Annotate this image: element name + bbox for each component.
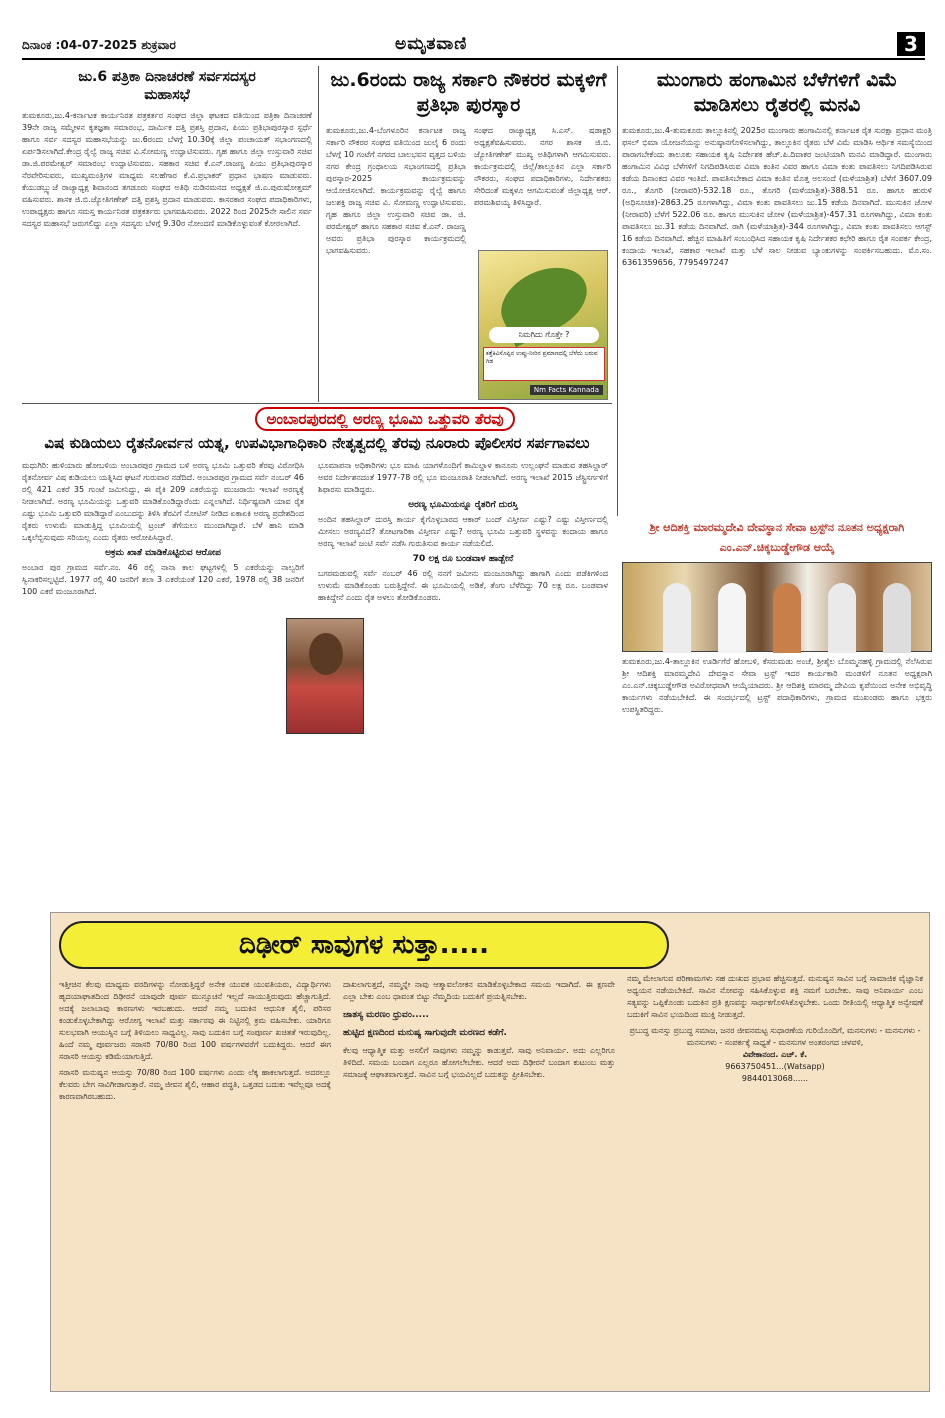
issue-date: ದಿನಾಂಕ :04-07-2025 ಶುಕ್ರವಾರ <box>22 38 176 52</box>
feature-para: ದಾಖಲಾಗುತ್ತದೆ, ನಮ್ಮನ್ನೇ ನಾವು ಆತ್ಮಾವಲೋಕನ ಮಾಡಿಕೊಳ್ಳಬೇಕಾದ ಸಮಯ ಇದಾಗಿದೆ. ಈ ಕ್ಷಣವೇ ಎಲ್ಲಾ ಬೇಕು ಎಂಬ ಧಾವಂತ ಬಿಟ್ಟು ನೆಮ್ಮದಿಯ ಬದುಕಿಗೆ ಪ್ರಯತ್ನಿಸಬೇಕು. <box>343 980 615 1001</box>
ad-brand: Nm Facts Kannada <box>530 385 603 395</box>
feature-para: ಸರಾಸರಿ ಮನುಷ್ಯನ ಆಯಸ್ಸು 70/80 ರಿಂದ 100 ವರ್ಷಗಳು ಎಂದು ಲೆಕ್ಕ ಹಾಕಲಾಗುತ್ತದೆ. ಅದರಲ್ಲೂ ಕೆಲವರು ಬೇಗ ಸಾವಿಗೀಡಾಗುತ್ತಾರೆ. ನಮ್ಮ ಜೀವನ ಶೈಲಿ, ಆಹಾರ ಪದ್ಧತಿ, ಒತ್ತಡದ ಬದುಕು ಇವೆಲ್ಲವೂ ಅದಕ್ಕೆ ಕಾರಣವಾಗಿರಬಹುದು. <box>59 1068 331 1101</box>
feature-para: ಇತ್ತೀಚಿನ ಕೆಲವು ಮಾಧ್ಯಮ ವರದಿಗಳನ್ನು ನೋಡುತ್ತಿದ್ದರೆ ಅನೇಕ ಯುವಕ ಯುವತಿಯರು, ವಿದ್ಯಾರ್ಥಿಗಳು ಹೃದಯಾಘಾತದಿಂದ ದಿಢೀರನೆ ಯಾವುದೇ ಪೂರ್ವ ಮುನ್ಸೂಚನೆ ಇಲ್ಲದೆ ಸಾಯುತ್ತಿರುವುದು ಹೆಚ್ಚಾಗುತ್ತಿದೆ. ಅದಕ್ಕೆ ಜಲಾಬಾವು ಕಾರಣಗಳು ಇರಬಹುದು. ಆದರೆ ನಮ್ಮ ಬದುಕಿನ ಆಧುನಿಕ ಶೈಲಿ, ಪರಿಸರ ಕಂಡುಕೊಳ್ಳಬೇಕಾಗಿದ್ದು ಆರೋಗ್ಯ ಇಲಾಖೆ ಮತ್ತು ಸರ್ಕಾರವು ಈ ನಿಟ್ಟಿನಲ್ಲಿ ಕ್ರಮ ವಹಿಸಬೇಕು. ಯಾರಿಗೂ ಸುಲಭವಾಗಿ ಆಯುಸ್ಸಿನ ಬಗ್ಗೆ ತಿಳಿಯಲು ಸಾಧ್ಯವಿಲ್ಲ. ಸಾವು ಬದುಕಿನ ಬಗ್ಗೆ ಸಂಪೂರ್ಣ ಖಚಿತತೆ ಇರುವುದಿಲ್ಲ. ಹಿಂದೆ ನಮ್ಮ ಪೂರ್ವಜರು ಸರಾಸರಿ 70/80 ರಿಂದ 100 ವರ್ಷಗಳವರೆಗೆ ಬದುಕಿದ್ದರು. ಆದರೆ ಈಗ ಸರಾಸರಿ ಆಯಸ್ಸು ಕಡಿಮೆಯಾಗುತ್ತಿದೆ. <box>59 980 331 1061</box>
feature-col1 <box>59 979 331 1384</box>
author-name: ವಿವೇಕಾನಂದ. ಎಚ್. ಕೆ. <box>742 1050 808 1059</box>
page-number: 3 <box>897 32 925 56</box>
subhead-illegal-khata: ಅಕ್ರಮ ಖಾತೆ ಮಾಡಿಕೊಟ್ಟಿರುವ ಆರೋಪ <box>105 547 221 558</box>
column-divider <box>318 66 319 402</box>
article-body-left: ತುಮಕೂರು,ಜು.4-ಬೆಂಗಳೂರಿನ ಕರ್ನಾಟಕ ರಾಜ್ಯ ಸರ್ಕಾರಿ ನೌಕರರ ಸಂಘದ ವತಿಯಿಂದ ಜುಲೈ 6 ರಂದು ಬೆಳಗ್ಗೆ 10 ಗಂಟೆಗೆ ನಗರದ ಬಾಲಭವನ ವೃತ್ತದ ಬಳಿಯ ನಗರ ಕೇಂದ್ರ ಗ್ರಂಥಾಲಯ ಸಭಾಂಗಣದಲ್ಲಿ ಪ್ರತಿಭಾ ಪುರಸ್ಕಾರ-2025 ಕಾರ್ಯಕ್ರಮವನ್ನು ಆಯೋಜಿಸಲಾಗಿದೆ. ಕಾರ್ಯಕ್ರಮವನ್ನು ರೈಲ್ವೆ ಹಾಗೂ ಜಲಶಕ್ತಿ ರಾಜ್ಯ ಸಚಿವ ವಿ. ಸೋಮಣ್ಣ ಉದ್ಘಾಟಿಸುವರು. ಗೃಹ ಹಾಗೂ ಜಿಲ್ಲಾ ಉಸ್ತುವಾರಿ ಸಚಿವ ಡಾ. ಜಿ. ಪರಮೇಶ್ವರ್ ಹಾಗೂ ಸಹಕಾರ ಸಚಿವ ಕೆ.ಎನ್. ರಾಜಣ್ಣ ಅವರು ಪ್ರತಿಭಾ ಪುರಸ್ಕಾರ ಕಾರ್ಯಕ್ರಮದಲ್ಲಿ ಭಾಗವಹಿಸುವರು. <box>326 126 466 256</box>
section-rule <box>22 403 612 404</box>
subhead-land-repair: ಅರಣ್ಯ ಭೂಮಿಯನ್ನೂ ರೈತರಿಗೆ ದುರಸ್ತಿ <box>408 499 518 510</box>
feature-para: ಕೆಲವು ಆಧ್ಯಾತ್ಮಿಕ ಮತ್ತು ಅಸಲಿಗೆ ಸಾವುಗಳು ನಮ್ಮನ್ನು ಕಾಡುತ್ತವೆ. ಸಾವು ಅನಿವಾರ್ಯ. ಅದು ಎಲ್ಲರಿಗೂ ತಿಳಿದಿದೆ. ಸಮಯ ಬಂದಾಗ ಎಲ್ಲರೂ ಹೋಗಲೇಬೇಕು. ಆದರೆ ಅದು ದಿಢೀರನೆ ಬಂದಾಗ ಕುಟುಂಬ ಮತ್ತು ಸಮಾಜಕ್ಕೆ ಆಘಾತವಾಗುತ್ತದೆ. ಸಾವಿನ ಬಗ್ಗೆ ಭಯವಿಲ್ಲದೆ ಬದುಕನ್ನು ಪ್ರೀತಿಸಬೇಕು. <box>343 1046 615 1079</box>
article-headline: ಜು.6 ಪತ್ರಿಕಾ ದಿನಾಚರಣೆ ಸರ್ವಸದಸ್ಯರ ಮಹಾಸಭೆ <box>78 69 256 104</box>
farmer-photo <box>286 618 364 734</box>
masthead <box>0 0 945 58</box>
article-press-day <box>22 66 312 402</box>
article-col1b: ಅಂಬಾರ ಪುರ ಗ್ರಾಮದ ಸರ್ವೆ.ನಂ. 46 ರಲ್ಲಿ ನಾನಾ ಕಾಲ ಘಟ್ಟಗಳಲ್ಲಿ 5 ಎಕರೆಯನ್ನು ನಾಲ್ವರಿಗೆ ಸ್ವಿನಾಕರಿಸಲ್ಪಟ್ಟಿದೆ. 1977 ರಲ್ಲಿ 40 ಜನರಿಗೆ ತಲಾ 3 ಎಕರೆಯಂತೆ 120 ಎಕರೆ, 1978 ರಲ್ಲಿ 38 ಜನರಿಗೆ 100 ಎಕರೆ ಮಂಜೂರಾಗಿದೆ. <box>22 562 304 596</box>
feature-title: ದಿಢೀರ್ ಸಾವುಗಳ ಸುತ್ತಾ..... <box>59 921 669 969</box>
sudden-deaths-feature <box>50 912 930 1392</box>
article-col2b: ಅಂದಿನ ತಹಸಿಲ್ದಾರ್ ದುರಸ್ತಿ ಕಾರ್ಯ ಕೈಗೊಳ್ಳಬಾರದ ಆಕಾರ್ ಬಂದ್ ವಿಸ್ತೀರ್ಣ ಎಷ್ಟು? ಎಷ್ಟು ವಿಸ್ತೀರ್ಣದಲ್ಲಿ ಮೀಸಲು ಅರಣ್ಯವಿದೆ? ತೋಟಗಾರಿಕಾ ವಿಸ್ತೀರ್ಣ ಎಷ್ಟು? ಅರಣ್ಯ ಭೂಮಿ ಒತ್ತುವರಿ ಸ್ಥಳವನ್ನು ಕಂದಾಯ ಹಾಗೂ ಅರಣ್ಯ ಇಲಾಖೆ ಜಂಟಿ ಸರ್ವೆ ನಡೆಸಿ ಗುರುತಿಸುವ ಕಾರ್ಯ ನಡೆಯಲಿದೆ. <box>318 514 608 548</box>
sign-intro: ಪ್ರಬುದ್ಧ ಮನಸ್ಸು ಪ್ರಬುದ್ಧ ಸಮಾಜ, ಜನರ ಜೀವನಮಟ್ಟ ಸುಧಾರಣೆಯ ಗುರಿಯೊಂದಿಗೆ, ಮನಸುಗಳು - ಮನಸುಗಳು - ಮನಸುಗಳು - ಸಂಪರ್ಕಕ್ಕೆ ಸಾಧ್ಯತೆ - ಮನಸುಗಳ ಅಂತರಂಗದ ಚಳವಳಿ, <box>629 1026 921 1047</box>
article-headline: ಮುಂಗಾರು ಹಂಗಾಮಿನ ಬೆಳೆಗಳಿಗೆ ವಿಮೆ ಮಾಡಿಸಲು ರೈತರಲ್ಲಿ ಮನವಿ <box>656 69 898 116</box>
article-trust <box>622 656 932 906</box>
column-divider <box>617 66 618 516</box>
ad-fact: ಕತ್ತೆಕಿವಿಸೊಪ್ಪಿನ ಉಪ್ಪು-ನೀರಿನ ಪ್ರಮಾಣದಲ್ಲಿ ಬೆಳೆದು ಬರುವ ಗಿಡ <box>483 347 605 381</box>
feature-col3 <box>627 973 923 1384</box>
feature-subhead: ಹುಟ್ಟಿದ ಕ್ಷಣದಿಂದ ಮನುಷ್ಯ ಸಾಗುವುದೇ ಮರಣದ ಕಡೆಗೆ. <box>343 1028 507 1038</box>
article-headline: ಜು.6ರಂದು ರಾಜ್ಯ ಸರ್ಕಾರಿ ನೌಕರರ ಮಕ್ಕಳಿಗೆ ಪ್ರತಿಭಾ ಪುರಸ್ಕಾರ <box>330 69 607 116</box>
author-phone: 9844013068...... <box>741 1074 809 1083</box>
feature-subhead: ಜಾತಸ್ಯ ಮರಣಂ ಧ್ರುವಂ..... <box>343 1010 429 1020</box>
author-phone: 9663750451...(Watsapp) <box>725 1062 825 1071</box>
subhead-investment: 70 ಲಕ್ಷ ರೂ ಬಂಡವಾಳ ಹಾಡ್ಬೇನೆ <box>412 553 514 564</box>
article-body-right: ಸಂಘದ ರಾಜ್ಯಾಧ್ಯಕ್ಷ ಸಿ.ಎಸ್. ಷಡಾಕ್ಷರಿ ಅಧ್ಯಕ್ಷತೆವಹಿಸುವರು. ನಗರ ಶಾಸಕ ಜಿ.ಬಿ. ಜ್ಯೋತಿಗಣೇಶ್ ಮುಖ್ಯ ಅತಿಥಿಗಳಾಗಿ ಆಗಮಿಸುವರು. ಕಾರ್ಯಕ್ರಮದಲ್ಲಿ ಜಿಲ್ಲೆ/ತಾಲ್ಲೂಕಿನ ಎಲ್ಲಾ ಸರ್ಕಾರಿ ನೌಕರರು, ಸಂಘದ ಪದಾಧಿಕಾರಿಗಳು, ನಿರ್ದೇಶಕರು ಸೇರಿದಂತೆ ಮಕ್ಕಳೂ ಆಗಮಿಸುವಂತೆ ಜಿಲ್ಲಾಧ್ಯಕ್ಷ ಆರ್. ಪರಮಶಿವಯ್ಯ ತಿಳಿಸಿದ್ದಾರೆ. <box>474 126 611 208</box>
trust-event-photo <box>622 562 932 652</box>
article-col1: ಮಧುಗಿರಿ: ಹುಳಿಯಾರು ಹೋಬಳಿಯ ಅಂಬಾರಪುರ ಗ್ರಾಮದ ಬಳಿ ಅರಣ್ಯ ಭೂಮಿ ಒತ್ತುವರಿ ತೆರವು ವಿರೋಧಿಸಿ ರೈತನೋರ್ವ ವಿಷ ಕುಡಿಯಲು ಯತ್ನಿಸಿದ ಘಟನೆ ಗುರುವಾರ ನಡೆದಿದೆ. ಅಂಬಾರಪುರ ಗ್ರಾಮದ ಸರ್ವೆ ನಂಬರ್ 46 ರಲ್ಲಿ 421 ಎಕರೆ 35 ಗುಂಟೆ ಜಮೀನಿದ್ದು, ಈ ಪೈಕಿ 209 ಎಕರೆಯನ್ನು ಮುಜರಾಯಿ ಇಲಾಖೆ ಅರಣ್ಯಕ್ಕೆ ನೀಡಲಾಗಿದೆ. ಅರಣ್ಯ ಭೂಮಿಯನ್ನು ಒತ್ತುವರಿ ಮಾಡಿಕೊಂಡಿದ್ದಾರೆಂದು ಎನ್ನಲಾಗಿದೆ. ನಿರ್ಧಿಷ್ಟವಾಗಿ ಯಾವ ರೈತ ಎಷ್ಟು ಭೂಮಿ ಒತ್ತುವರಿ ಮಾಡಿದ್ದಾರೆ ಎಂಬುದನ್ನು ತಿಳಿಸಿ ತೆರವಿಗೆ ನೋಟಿಸ್ ನೀಡಿದ ಏಕಾಏಕಿ ಅರಣ್ಯ ಪ್ರದೇಶದಿಂದ ರೈತರು ಉಳುಮೆ ಮಾಡುತ್ತಿದ್ದ ಭೂಮಿಯಲ್ಲಿ ಟ್ರಂಚ್ ತೆಗೆಯಲು ಮುಂದಾಗಿದ್ದಾರೆ. ಬೆಳೆ ಹಾನಿ ಮಾಡಿ ಒಕ್ಕಲೆಬ್ಬಿಸುವುದು ಸರಿಯಲ್ಲ ಎಂದು ರೈತರು ಆರೋಪಿಸಿದ್ದಾರೆ. <box>22 460 304 542</box>
article-body: ತುಮಕೂರು,ಜು.4-ತುಮಕೂರು ತಾಲ್ಲೂಕಿನಲ್ಲಿ 2025ರ ಮುಂಗಾರು ಹಂಗಾಮಿನಲ್ಲಿ ಕರ್ನಾಟಕ ರೈತ ಸುರಕ್ಷಾ ಪ್ರಧಾನ ಮಂತ್ರಿ ಫಸಲ್ ಭಿಮಾ ಯೋಜನೆಯನ್ನು ಅನುಷ್ಠಾನಗೊಳಿಸಲಾಗಿದ್ದು, ತಾಲ್ಲೂಕಿನ ರೈತರು ಬೆಳೆ ವಿಮೆ ಮಾಡಿಸಿ ಆರ್ಥಿಕ ಸಮಸ್ಯೆಯಿಂದ ಪಾರಾಗಬೇಕೆಂದು ತಾಲೂಕು ಸಹಾಯಕ ಕೃಷಿ ನಿರ್ದೇಶಕ ಹೆಚ್.ಪಿ.ದಿವಾಕರ ಜಂಟಿಯಾಗಿ ಮನವಿ ಮಾಡಿದ್ದಾರೆ. ಮುಂಗಾರು ಹಂಗಾಮಿನ ವಿವಿಧ ಬೆಳೆಗಳಿಗೆ ನಿಗದಿಪಡಿಸಿರುವ ವಿಮಾ ಕಂತಿನ ವಿವರ ಹಾಗೂ ವಿಮಾ ಕಂತು ಪಾವತಿಸಲು ನಿಗದಿಪಡಿಸಿರುವ ಕಡೆಯ ದಿನಾಂಕದ ವಿವರ ಇಂತಿದೆ. ಪಾವತಿಸಬೇಕಾದ ವಿಮಾ ಕಂತಿನ ಮೊತ್ತ ಅಲಸಂದೆ (ಮಳೆಯಾಶ್ರಿತ) ಬೆಳೆಗೆ 3607.09 ರೂ., ತೊಗರಿ (ನೀರಾವರಿ)-532.18 ರೂ., ತೊಗರಿ (ಮಳೆಯಾಶ್ರಿತ)-388.51 ರೂ. ಹಾಗೂ ಹುರುಳಿ (ಅಧಿಸೂಚಿತ)-2863.25 ರೂಗಳಾಗಿದ್ದು, ವಿಮಾ ಕಂತು ಪಾವತಿಸಲು ಜು.15 ಕಡೆಯ ದಿನವಾಗಿದೆ. ಮುಸುಕಿನ ಜೋಳ (ನೀರಾವರಿ) ಬೆಳೆಗೆ 522.06 ರೂ. ಹಾಗೂ ಮುಸುಕಿನ ಜೋಳ (ಮಳೆಯಾಶ್ರಿತ)-457.31 ರೂಗಳಾಗಿದ್ದು, ವಿಮಾ ಕಂತು ಪಾವತಿಸಲು ಜು.31 ಕಡೆಯ ದಿನವಾಗಿದೆ. ರಾಗಿ (ಮಳೆಯಾಶ್ರಿತ)-344 ರೂಗಳಾಗಿದ್ದು, ವಿಮಾ ಕಂತು ಪಾವತಿಸಲು ಆಗಸ್ಟ್ 16 ಕಡೆಯ ದಿನವಾಗಿದೆ. ಹೆಚ್ಚಿನ ಮಾಹಿತಿಗೆ ಸಂಬಂಧಿಸಿದ ಸಹಾಯಕ ಕೃಷಿ ನಿರ್ದೇಶಕರ ಕಛೇರಿ ಹಾಗೂ ರೈತ ಸಂಪರ್ಕ ಕೇಂದ್ರ, ಕಂದಾಯ ಇಲಾಖೆ, ಸಹಕಾರ ಇಲಾಖೆ ಮತ್ತು ಬೆಳೆ ಸಾಲ ನೀಡುವ ಬ್ಯಾಂಕುಗಳನ್ನು ಸಂಪರ್ಕಿಸಬಹುದು. ಮೊ.ಸಂ. 6361359656, 7795497247 <box>622 126 932 268</box>
article-crop-insurance <box>622 66 932 512</box>
feature-col2 <box>343 979 615 1384</box>
trust-headline: ಶ್ರೀ ಆದಿಶಕ್ತಿ ಮಾರಮ್ಮದೇವಿ ದೇವಸ್ಥಾನ ಸೇವಾ ಟ್ರಸ್ಟ್‌ನ ನೂತನ ಅಧ್ಯಕ್ಷರಾಗಿ ಎಂ.ಎನ್.ಚಿಕ್ಕಬುಡ್ಡೇಗೌಡ ಆಯ್ಕೆ <box>649 521 905 554</box>
article-body: ತುಮಕೂರು,ಜು.4-ತಾಲ್ಲೂಕಿನ ಊರ್ಡಿಗೆರೆ ಹೋಬಳಿ, ಕೆಸರುಮಡು ಅಂಚೆ, ಶ್ರೀಶೈಲ ಬೊಮ್ಮನಹಳ್ಳಿ ಗ್ರಾಮದಲ್ಲಿ ನೆಲೆಸಿರುವ ಶ್ರೀ ಆದಿಶಕ್ತಿ ಮಾರಮ್ಮದೇವಿ ದೇವಸ್ಥಾನ ಸೇವಾ ಟ್ರಸ್ಟ್ ಇದರ ಕಾರ್ಯಕಾರಿ ಮಂಡಳಿಗೆ ನೂತನ ಅಧ್ಯಕ್ಷರಾಗಿ ಎಂ.ಎನ್.ಚಿಕ್ಕಬುಡ್ಡೇಗೌಡ ಅವಿರೋಧವಾಗಿ ಆಯ್ಕೆಯಾದರು. ಶ್ರೀ ಆದಿಶಕ್ತಿ ಮಾರಮ್ಮ ದೇವಿಯ ಕೃಪೆಯಿಂದ ಅನೇಕ ಅಭಿವೃದ್ಧಿ ಕಾರ್ಯಗಳು ನಡೆಯಬೇಕಿದೆ. ಈ ಸಂದರ್ಭದಲ್ಲಿ ಟ್ರಸ್ಟ್ ಪದಾಧಿಕಾರಿಗಳು, ಗ್ರಾಮದ ಮುಖಂಡರು ಹಾಗೂ ಭಕ್ತರು ಉಪಸ್ಥಿತರಿದ್ದರು. <box>622 657 932 714</box>
article-col2c: ಬಗರಮಡುವಲ್ಲಿ ಸರ್ವೆ ನಂಬರ್ 46 ರಲ್ಲಿ ನನಗೆ ಜಮೀನು ಮಂಜೂರಾಗಿದ್ದು ಹಾಗಾಗಿ ಎಂದು ಪಡೆಕಿಗಳಿಂದ ಉಳುಮೆ ಮಾಡಿಕೊಂಡು ಬರುತ್ತಿದ್ದೇನೆ. ಈ ಭೂಮಿಯಲ್ಲಿ ಅಡಿಕೆ, ತೆಂಗು ಬೆಳೆದಿದ್ದು 70 ಲಕ್ಷ ರೂ. ಬಂಡವಾಳ ಹಾಕಿದ್ದೇನೆ ಎಂದು ರೈತ ಅಳಲು ತೋಡಿಕೊಂಡರು. <box>318 568 608 602</box>
plant-fact-ad <box>478 250 608 400</box>
author-signature <box>627 1025 923 1085</box>
ad-tag: ನಿಮಗಿದು ಗೊತ್ತೇ ? <box>489 327 599 343</box>
article-col2: ಭೂಮಾಪನಾ ಅಧಿಕಾರಿಗಳು ಭೂ ಮಾಪಿ ಯಾಗಳೊಂದಿಗೆ ಕಾಮಿಲ್ದಾಳ ಕಾನೂನು ಉಲ್ಲಂಘನೆ ಮಾಡುವ ತಹಸಿಲ್ದಾರ್ ಅವರ ನಿರ್ದೇಶನದಂತೆ 1977-78 ರಲ್ಲಿ ಭೂ ಮಂಜೂರಾತಿ ನೀಡಲಾಗಿದೆ. ಅರಣ್ಯ ಇಲಾಖೆ 2015 ಜೆಸ್ಟ್ರಿಸರ್ಗಳಿಗೆ ಶಿಫಾರಸು ಮಾಡಿದ್ದರು. <box>318 460 608 494</box>
masthead-rule <box>22 58 925 60</box>
paper-name: ಅಮೃತವಾಣಿ <box>395 34 468 54</box>
article-headline: ವಿಷ ಕುಡಿಯಲು ರೈತನೋರ್ವನ ಯತ್ನ, ಉಪವಿಭಾಗಾಧಿಕಾರಿ ನೇತೃತ್ವದಲ್ಲಿ ತೆರವು ನೂರಾರು ಪೊಲೀಸರ ಸರ್ಪಗಾವಲು <box>44 434 590 452</box>
forest-banner: ಅಂಬಾರಪುರದಲ್ಲಿ ಅರಣ್ಯ ಭೂಮಿ ಒತ್ತುವರಿ ತೆರವು <box>255 407 515 431</box>
feature-para: ನಮ್ಮ ಮೇಲಾಗುವ ಪರಿಣಾಮಗಳು ಸಹ ದುಃಖದ ಪ್ರಭಾವ ಹೆಚ್ಚಿಸುತ್ತದೆ. ಮನುಷ್ಯನ ಸಾವಿನ ಬಗ್ಗೆ ಸಾಮಾಜಿಕ ವೈಜ್ಞಾನಿಕ ಅಧ್ಯಯನ ನಡೆಯಬೇಕಿದೆ. ಸಾವಿನ ನೋವನ್ನು ಸಹಿಸಿಕೊಳ್ಳುವ ಶಕ್ತಿ ನಮಗೆ ಬರಬೇಕು. ಸಾವು ಅನಿವಾರ್ಯ ಎಂಬ ಸತ್ಯವನ್ನು ಒಪ್ಪಿಕೊಂಡು ಬದುಕಿನ ಪ್ರತಿ ಕ್ಷಣವನ್ನು ಸಾರ್ಥಕಗೊಳಿಸಿಕೊಳ್ಳಬೇಕು. ಒಂದು ರೀತಿಯಲ್ಲಿ ಆಧ್ಯಾತ್ಮಿಕ ಅನ್ವೇಷಣೆ ಬದುಕಿಗೆ ಸಾವಿನ ಭಯದಿಂದ ಮುಕ್ತಿ ನೀಡುತ್ತದೆ. <box>627 974 923 1019</box>
article-body: ತುಮಕೂರು,ಜು.4-ಕರ್ನಾಟಕ ಕಾರ್ಯನಿರತ ಪತ್ರಕರ್ತರ ಸಂಘದ ಜಿಲ್ಲಾ ಘಟಕದ ವತಿಯಿಂದ ಪತ್ರಿಕಾ ದಿನಾಚರಣೆ 39ನೇ ರಾಜ್ಯ ಸಮ್ಮೇಳನ ಕೃತಜ್ಞತಾ ಸಮಾರಂಭ, ದಾರ್ಮಿಕ ದತ್ತಿ ಪ್ರಶಸ್ತಿ ಪ್ರದಾನ, ಪಿಯು ಪ್ರತಿಭಾಪುರಸ್ಕಾರ ಸ್ಪರ್ಧೆ ಹಾಗೂ ಸರ್ವ ಸದಸ್ಯರ ಮಹಾಸಭೆಯನ್ನು ಜು.6ರಂದು ಬೆಳಗ್ಗೆ 10.30ಕ್ಕೆ ಜಿಲ್ಲಾ ಪಂಚಾಯತ್ ಸಭಾಂಗಣದಲ್ಲಿ ಏರ್ಪಡಿಸಲಾಗಿದೆ.ಕೇಂದ್ರ ರೈಲ್ವೆ ರಾಜ್ಯ ಸಚಿವ ವಿ.ಸೋಮಣ್ಣ ಉದ್ಘಾಟಿಸುವರು. ಗೃಹ ಹಾಗೂ ಜಿಲ್ಲಾ ಉಸ್ತುವಾರಿ ಸಚಿವ ಡಾ.ಜಿ.ಪರಮೇಶ್ವರ್ ಸಮಾರಂಭ ಉದ್ಘಾಟಿಸುವರು. ಸಹಕಾರ ಸಚಿವ ಕೆ.ಎನ್.ರಾಜಣ್ಣ ಪಿಯು ಪ್ರತಿಭಾಪುರಸ್ಕಾರ ನೆರವೇರಿಸುವರು, ಮುಖ್ಯಮಂತ್ರಿಗಳ ಮಾಧ್ಯಮ ಸಲಹೆಗಾರ ಕೆ.ವಿ.ಪ್ರಭಾಕರ್ ಪ್ರಧಾನ ಭಾಷಣ ಮಾಡುವರು. ಕೆಯುಡಬ್ಲ್ಯುಜೆ ರಾಜ್ಯಾಧ್ಯಕ್ಷ ಶಿವಾನಂದ ತಗಡೂರು ಸಂಘದ ಅತಿಥಿ ನುಡಿನಮನದ ಅಧ್ಯಕ್ಷತೆ ಜಿ.ಎ.ಪುರುಷೋತ್ತಮ್ ವಹಿಸುವರು. ಶಾಸಕ ಜಿ.ಬಿ.ಜ್ಯೋತಿಗಣೇಶ್ ದತ್ತಿ ಪ್ರಶಸ್ತಿ ಪ್ರದಾನ ಮಾಡುವರು. ಕಾಸರಕಾರ ಸಂಘದ ಪದಾಧಿಕಾರಿಗಳು, ಉಪಾಧ್ಯಕ್ಷರು ಹಾಗೂ ಸಮಸ್ತ ಕಾರ್ಯನಿರತ ಪತ್ರಕರ್ತರು ಭಾಗವಹಿಸುವರು. 2022 ರಿಂದ 2025ನೇ ಸಾಲಿನ ಸರ್ವ ಸದಸ್ಯರ ಮಹಾಸಭೆ ಜರುಗಲಿದ್ದು ಎಲ್ಲಾ ಸದಸ್ಯರು ಬೆಳಗ್ಗೆ 9.30ರ ನೋಂದಣಿ ಮಾಡಿಕೊಳ್ಳುವಂತೆ ಕೋರಲಾಗಿದೆ. <box>22 111 312 229</box>
